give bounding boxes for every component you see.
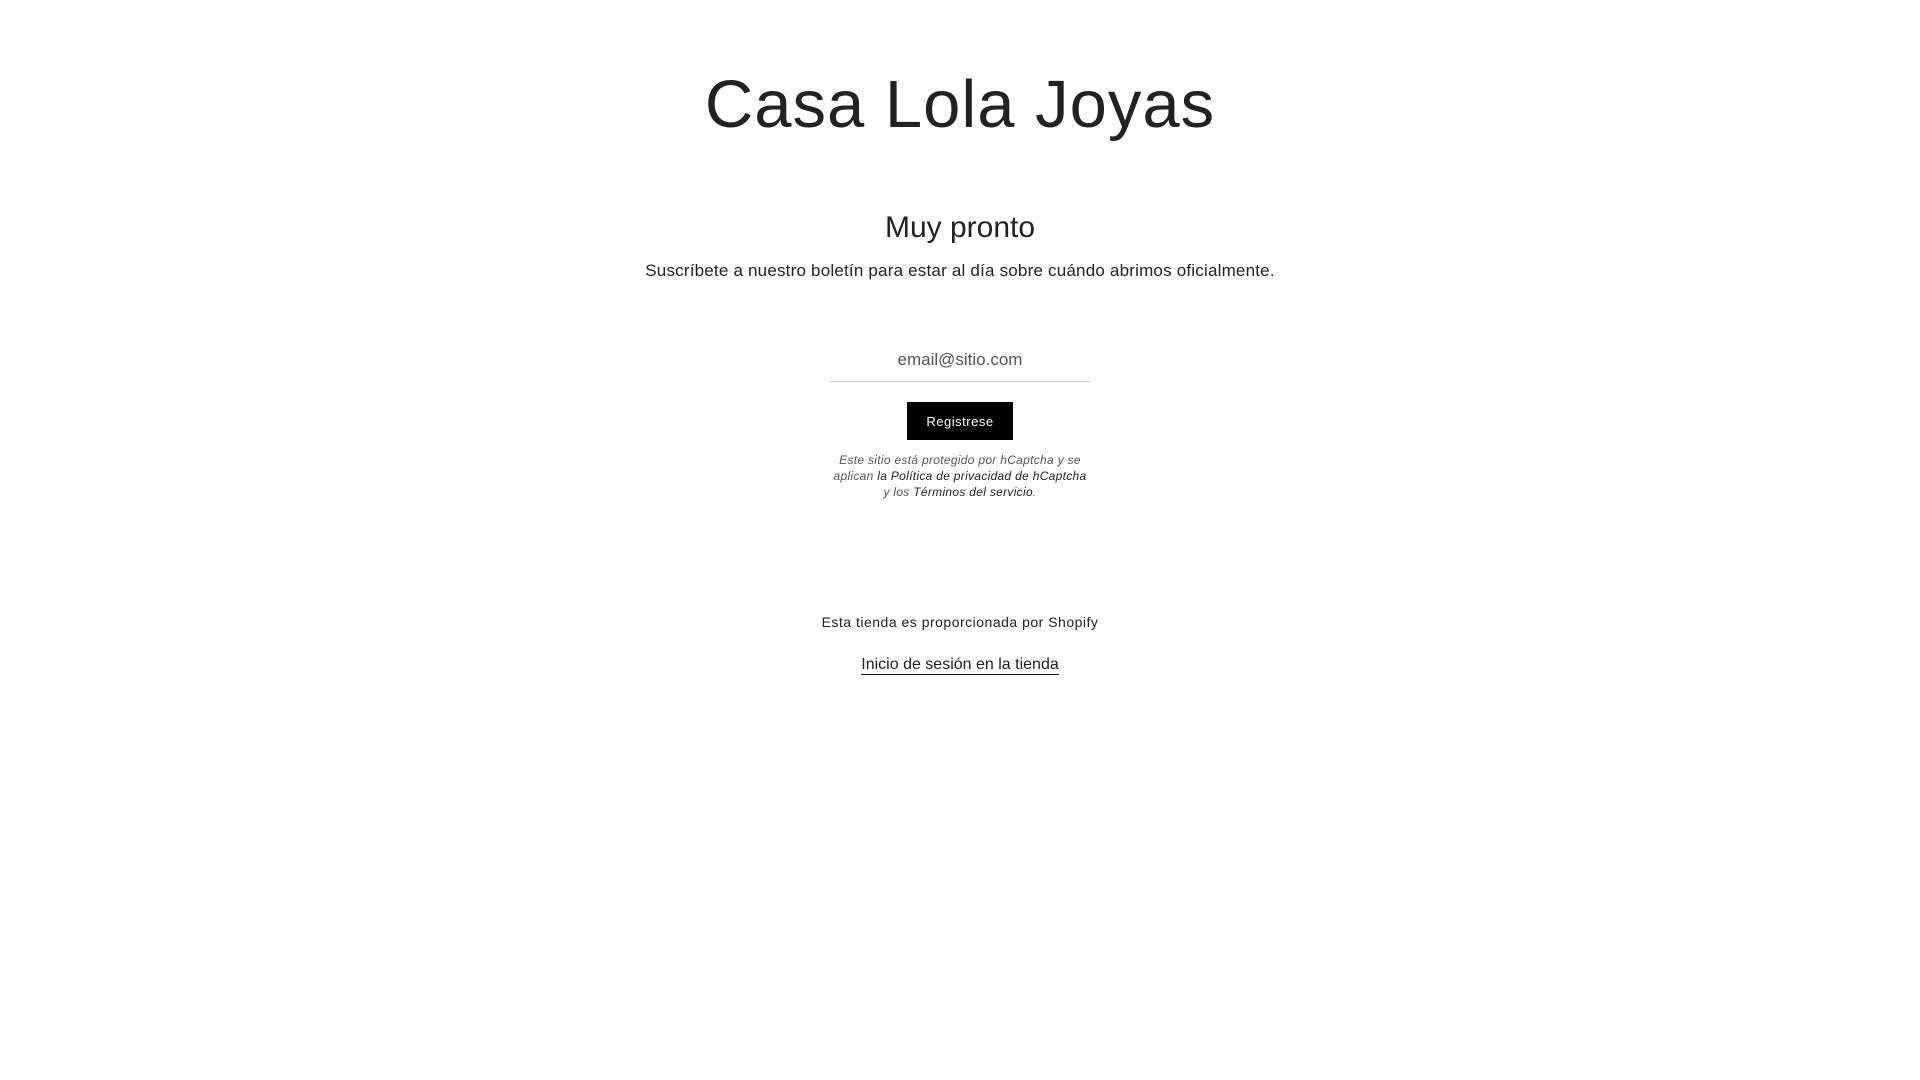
- email-input[interactable]: [830, 338, 1090, 382]
- hcaptcha-terms-link[interactable]: Términos del servicio: [913, 485, 1033, 499]
- store-name: Casa Lola Joyas: [704, 67, 1216, 142]
- powered-by-shopify: Esta tienda es proporcionada por Shopify: [821, 614, 1099, 630]
- newsletter-form: [830, 338, 1090, 500]
- store-login-link[interactable]: Inicio de sesión en la tienda: [861, 656, 1059, 673]
- hcaptcha-notice-prefix: Este sitio está protegido por hCaptcha y se aplican: [833, 453, 1081, 483]
- register-button[interactable]: Registrese: [907, 402, 1013, 440]
- hcaptcha-notice-middle: y los: [883, 485, 914, 499]
- hcaptcha-notice-suffix: .: [1032, 485, 1037, 499]
- store-login-container: [0, 654, 1920, 676]
- page-title: Muy pronto: [884, 211, 1036, 244]
- newsletter-description: Suscríbete a nuestro boletín para estar al día sobre cuándo abrimos oficialmente.: [645, 261, 1275, 280]
- hcaptcha-notice: [830, 452, 1090, 500]
- hcaptcha-privacy-link[interactable]: la Política de privacidad de hCaptcha: [877, 469, 1087, 483]
